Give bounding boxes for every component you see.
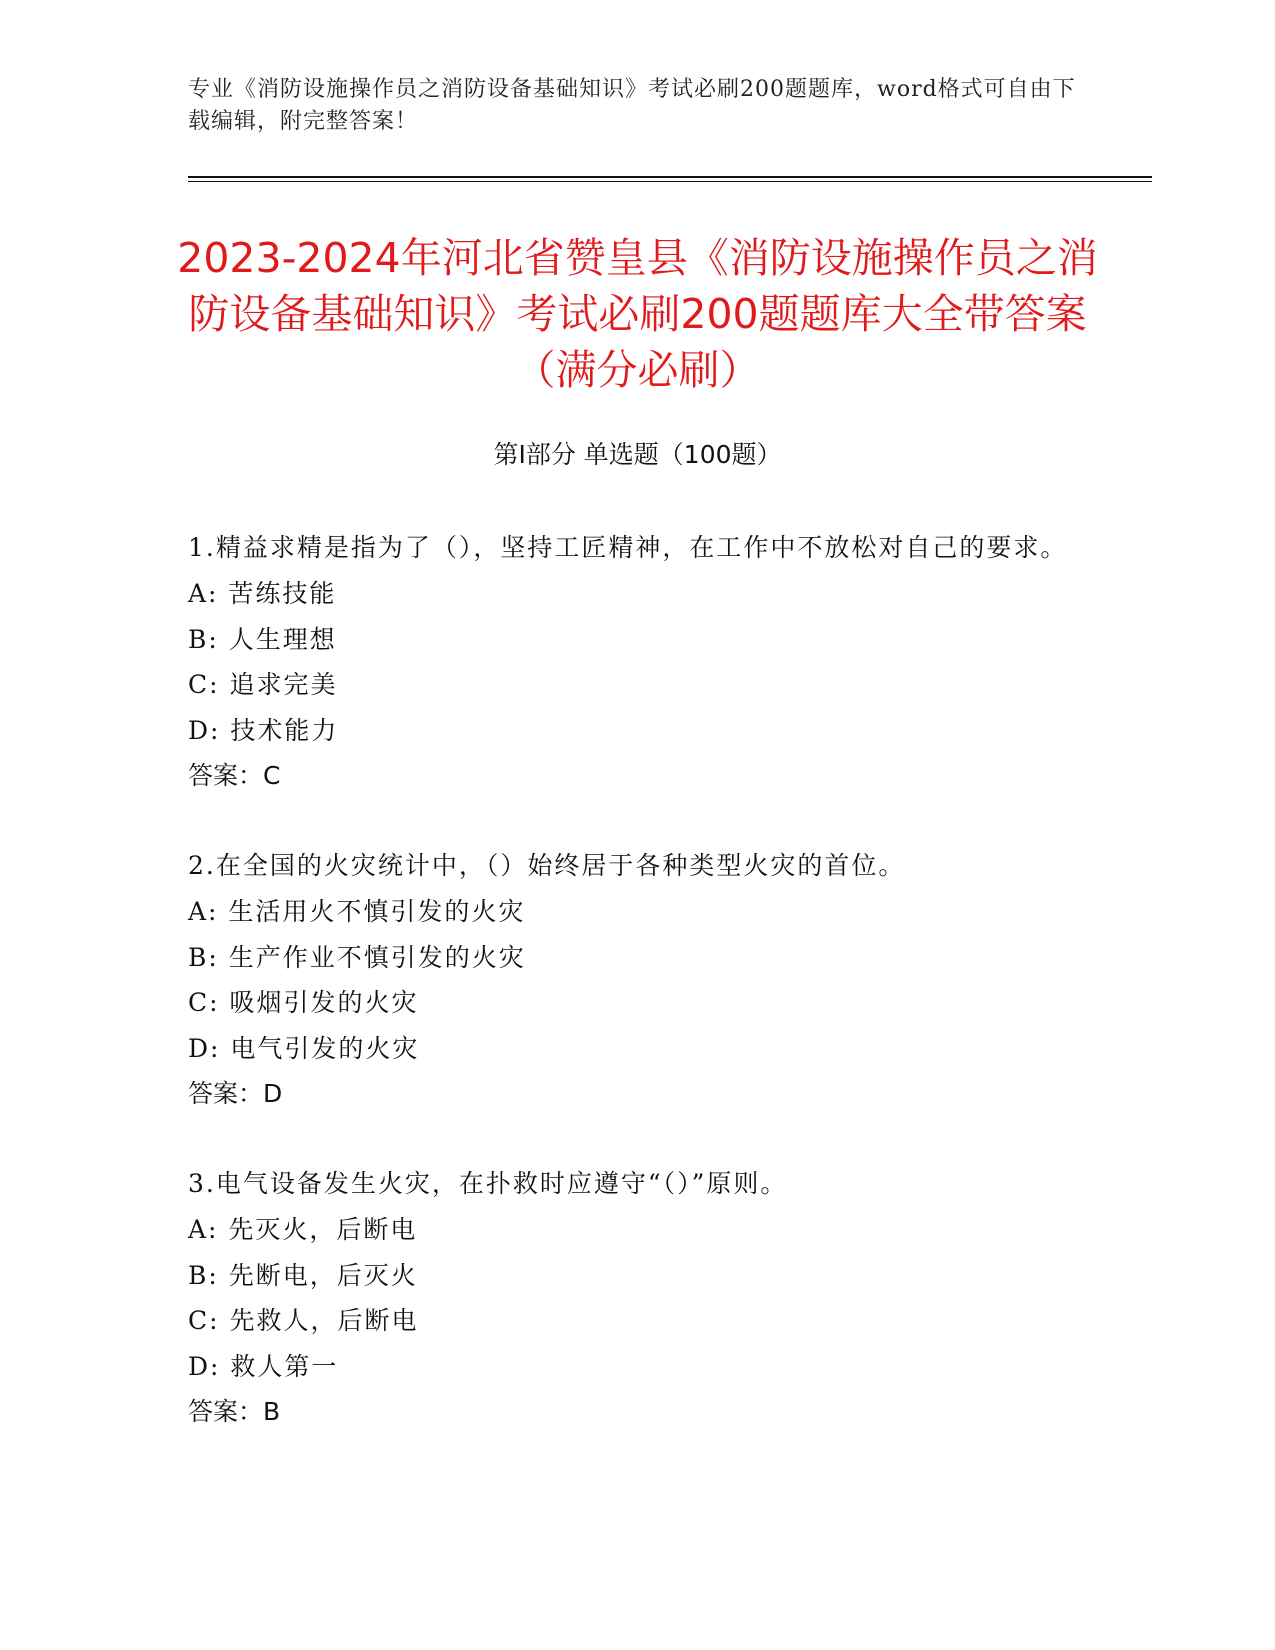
- header-divider: [188, 176, 1152, 178]
- option-b: B: 生产作业不慎引发的火灾: [188, 942, 526, 972]
- answer-label: 答案：C: [188, 761, 281, 790]
- document-title: 2023-2024年河北省赞皇县《消防设施操作员之消防设备基础知识》考试必刷200题题库大全带答案（满分必刷）: [177, 234, 1098, 394]
- option-d: D: 技术能力: [188, 715, 339, 745]
- header-divider-thin: [188, 181, 1152, 182]
- section-title: 第Ⅰ部分 单选题（100题）: [493, 440, 782, 469]
- question-2: [188, 843, 1068, 1117]
- option-d: D: 救人第一: [188, 1351, 339, 1381]
- option-c: C: 追求完美: [188, 670, 338, 699]
- question-3: [188, 1161, 1068, 1435]
- option-b: B: 人生理想: [188, 624, 337, 654]
- answer-label: 答案：D: [188, 1079, 283, 1108]
- answer-label: 答案：B: [188, 1397, 281, 1426]
- header-note: 专业《消防设施操作员之消防设备基础知识》考试必刷200题题库，word格式可自由下载编辑，附完整答案！: [188, 77, 1076, 134]
- question-stem: 1.精益求精是指为了（），坚持工匠精神，在工作中不放松对自己的要求。: [188, 533, 1068, 562]
- question-list: [188, 525, 1068, 1479]
- question-1: [188, 525, 1068, 799]
- option-a: A: 生活用火不慎引发的火灾: [188, 897, 526, 926]
- question-stem: 2.在全国的火灾统计中，（）始终居于各种类型火灾的首位。: [188, 851, 906, 880]
- option-a: A: 先灭火，后断电: [188, 1215, 418, 1244]
- option-a: A: 苦练技能: [188, 579, 337, 608]
- option-c: C: 吸烟引发的火灾: [188, 988, 419, 1017]
- option-b: B: 先断电，后灭火: [188, 1260, 418, 1290]
- question-stem: 3.电气设备发生火灾，在扑救时应遵守“（）”原则。: [188, 1169, 788, 1198]
- option-c: C: 先救人，后断电: [188, 1306, 419, 1335]
- option-d: D: 电气引发的火灾: [188, 1033, 420, 1063]
